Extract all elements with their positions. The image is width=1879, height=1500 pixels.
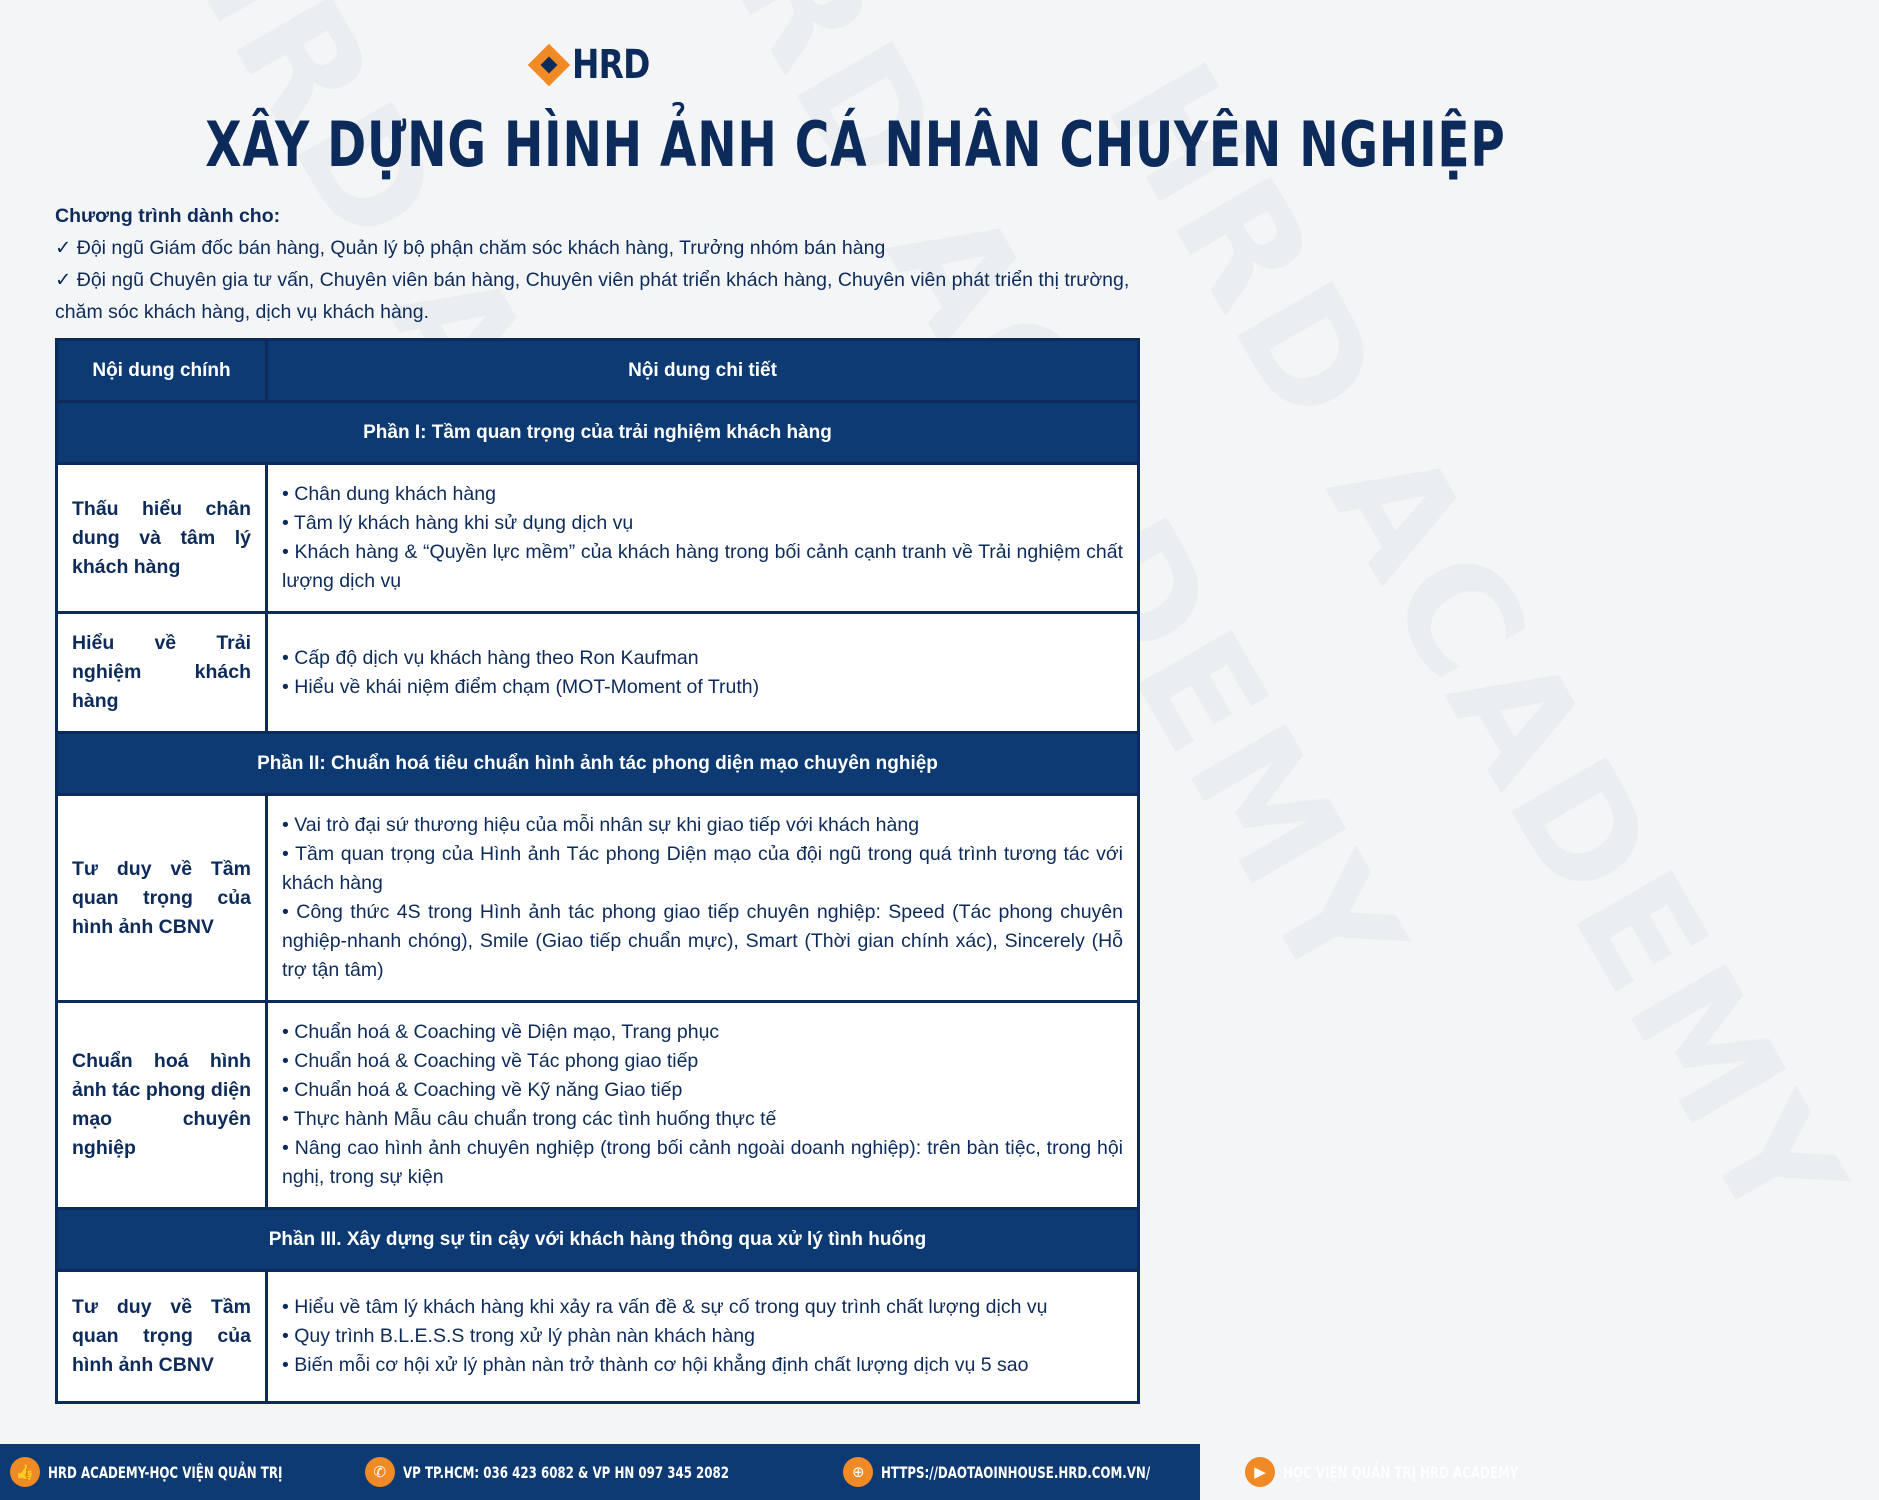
footer-text: HỌC VIỆN QUẢN TRỊ HRD ACADEMY: [1283, 1462, 1519, 1482]
footer-item-website[interactable]: [843, 1457, 1245, 1487]
detail-item: • Vai trò đại sứ thương hiệu của mỗi nhân sự khi giao tiếp với khách hàng: [282, 811, 1123, 840]
table-header-row: [57, 340, 1139, 402]
row-details: [267, 464, 1139, 613]
detail-item: • Khách hàng & “Quyền lực mềm” của khách hàng trong bối cảnh cạnh tranh về Trải nghiệm chất lượng dịch vụ: [282, 538, 1123, 596]
detail-item: • Chuẩn hoá & Coaching về Tác phong giao tiếp: [282, 1047, 1123, 1076]
program-table: [55, 338, 1140, 1404]
row-topic: Chuẩn hoá hình ảnh tác phong diện mạo chuyên nghiệp: [57, 1002, 267, 1209]
row-topic: Hiểu về Trải nghiệm khách hàng: [57, 613, 267, 733]
play-icon: ▶: [1245, 1457, 1275, 1487]
page-title: XÂY DỰNG HÌNH ẢNH CÁ NHÂN CHUYÊN NGHIỆP: [205, 108, 1506, 181]
section-title: Phần II: Chuẩn hoá tiêu chuẩn hình ảnh tác phong diện mạo chuyên nghiệp: [57, 733, 1139, 795]
footer-text: HRD ACADEMY-HỌC VIỆN QUẢN TRỊ: [48, 1462, 283, 1482]
detail-item: • Công thức 4S trong Hình ảnh tác phong giao tiếp chuyên nghiệp: Speed (Tác phong chuyên nghiệp-nhanh chóng), Smile (Giao tiếp chuẩn mực), Smart (Thời gian chính xác), Sincerely (Hỗ trợ tận tâm): [282, 898, 1123, 985]
row-topic: Tư duy về Tầm quan trọng của hình ảnh CBNV: [57, 795, 267, 1002]
logo-text: HRD: [571, 42, 650, 88]
detail-item: • Hiểu về tâm lý khách hàng khi xảy ra vấn đề & sự cố trong quy trình chất lượng dịch vụ: [282, 1293, 1123, 1322]
audience-label: Chương trình dành cho:: [55, 205, 281, 227]
detail-item: • Chân dung khách hàng: [282, 480, 1123, 509]
detail-item: • Hiểu về khái niệm điểm chạm (MOT-Moment of Truth): [282, 673, 1123, 702]
table-row: [57, 1002, 1139, 1209]
hrd-logo: [0, 42, 1200, 88]
section-title: Phần III. Xây dựng sự tin cậy với khách hàng thông qua xử lý tình huống: [57, 1209, 1139, 1271]
detail-item: • Chuẩn hoá & Coaching về Diện mạo, Trang phục: [282, 1018, 1123, 1047]
row-details: [267, 613, 1139, 733]
table-row: [57, 613, 1139, 733]
section-row: [57, 733, 1139, 795]
detail-item: • Nâng cao hình ảnh chuyên nghiệp (trong bối cảnh ngoài doanh nghiệp): trên bàn tiệc, trong hội nghị, trong sự kiện: [282, 1134, 1123, 1192]
detail-item: • Chuẩn hoá & Coaching về Kỹ năng Giao tiếp: [282, 1076, 1123, 1105]
column-header-main: Nội dung chính: [57, 340, 267, 402]
footer-text: HTTPS://DAOTAOINHOUSE.HRD.COM.VN/: [881, 1462, 1151, 1482]
section-row: [57, 1209, 1139, 1271]
audience-item: ✓ Đội ngũ Chuyên gia tư vấn, Chuyên viên bán hàng, Chuyên viên phát triển khách hàng, Chuyên viên phát triển thị trường, chăm sóc khách hàng, dịch vụ khách hàng.: [55, 269, 1130, 323]
table-row: [57, 464, 1139, 613]
table-row: [57, 1271, 1139, 1403]
footer-item-facebook[interactable]: [10, 1457, 365, 1487]
detail-item: • Cấp độ dịch vụ khách hàng theo Ron Kaufman: [282, 644, 1123, 673]
row-details: [267, 1271, 1139, 1403]
detail-item: • Quy trình B.L.E.S.S trong xử lý phàn nàn khách hàng: [282, 1322, 1123, 1351]
logo-diamond-icon: [528, 44, 570, 86]
row-details: [267, 795, 1139, 1002]
phone-icon: ✆: [365, 1457, 395, 1487]
detail-item: • Biến mỗi cơ hội xử lý phàn nàn trở thành cơ hội khẳng định chất lượng dịch vụ 5 sao: [282, 1351, 1123, 1380]
detail-item: • Tâm lý khách hàng khi sử dụng dịch vụ: [282, 509, 1123, 538]
globe-icon: ⊕: [843, 1457, 873, 1487]
footer-bar: [0, 1444, 1519, 1500]
audience-item: ✓ Đội ngũ Giám đốc bán hàng, Quản lý bộ phận chăm sóc khách hàng, Trưởng nhóm bán hàng: [55, 237, 886, 259]
audience-block: [55, 200, 1145, 328]
thumbs-up-icon: 👍: [10, 1457, 40, 1487]
footer-item-youtube[interactable]: [1245, 1457, 1601, 1487]
table-row: [57, 795, 1139, 1002]
section-row: [57, 402, 1139, 464]
footer-item-phone[interactable]: [365, 1457, 844, 1487]
footer-text: VP TP.HCM: 036 423 6082 & VP HN 097 345 2082: [402, 1462, 729, 1482]
row-details: [267, 1002, 1139, 1209]
column-header-detail: Nội dung chi tiết: [267, 340, 1139, 402]
row-topic: Thấu hiểu chân dung và tâm lý khách hàng: [57, 464, 267, 613]
row-topic: Tư duy về Tầm quan trọng của hình ảnh CBNV: [57, 1271, 267, 1403]
section-title: Phần I: Tầm quan trọng của trải nghiệm khách hàng: [57, 402, 1139, 464]
detail-item: • Thực hành Mẫu câu chuẩn trong các tình huống thực tế: [282, 1105, 1123, 1134]
detail-item: • Tầm quan trọng của Hình ảnh Tác phong Diện mạo của đội ngũ trong quá trình tương tác với khách hàng: [282, 840, 1123, 898]
